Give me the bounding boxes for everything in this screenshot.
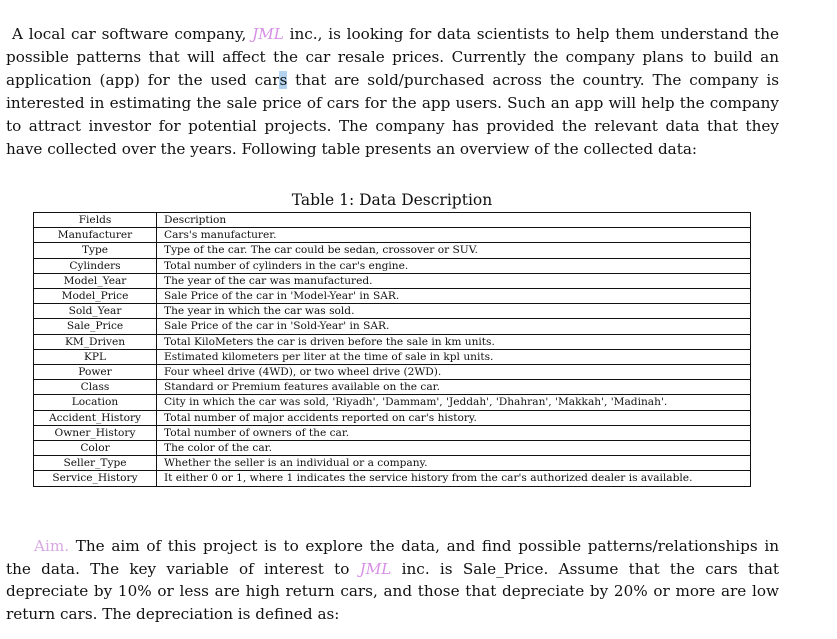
field-description: Sale Price of the car in 'Sold-Year' in SAR.: [157, 319, 751, 334]
field-description: The year in which the car was sold.: [157, 304, 751, 319]
brand-name: JML: [359, 559, 392, 578]
field-name: Manufacturer: [34, 228, 157, 243]
intro-paragraph: [6, 23, 779, 161]
field-name: KM_Driven: [34, 334, 157, 349]
table-row: [34, 304, 751, 319]
table-row: [34, 349, 751, 364]
table-row: [34, 243, 751, 258]
table-header-row: [34, 213, 751, 228]
intro-text-1: A local car software company,: [12, 25, 253, 43]
table-row: [34, 273, 751, 288]
header-fields: Fields: [34, 213, 157, 228]
field-name: Owner_History: [34, 425, 157, 440]
field-name: KPL: [34, 349, 157, 364]
table-row: [34, 334, 751, 349]
aim-paragraph: [6, 535, 779, 625]
table-row: [34, 319, 751, 334]
table-row: [34, 395, 751, 410]
field-name: Color: [34, 441, 157, 456]
field-description: Standard or Premium features available on the car.: [157, 380, 751, 395]
table-row: [34, 228, 751, 243]
field-description: Estimated kilometers per liter at the time of sale in kpl units.: [157, 349, 751, 364]
field-name: Model_Year: [34, 273, 157, 288]
field-description: Whether the seller is an individual or a company.: [157, 456, 751, 471]
field-description: The color of the car.: [157, 441, 751, 456]
field-description: The year of the car was manufactured.: [157, 273, 751, 288]
field-name: Class: [34, 380, 157, 395]
table-row: [34, 289, 751, 304]
table-row: [34, 365, 751, 380]
field-description: Total number of major accidents reported on car's history.: [157, 410, 751, 425]
data-description-table: [33, 212, 751, 487]
table-row: [34, 410, 751, 425]
field-name: Model_Price: [34, 289, 157, 304]
field-description: Total number of owners of the car.: [157, 425, 751, 440]
field-name: Type: [34, 243, 157, 258]
table-row: [34, 456, 751, 471]
table-row: [34, 425, 751, 440]
intro-text-3: that are sold/purchased across the country. The company is interested in estimating the sale price of cars for the app users. Such an app will help the company to attract investor for potential projects. The company has provided the relevant data that they have collected over the years. Following table presents an overview of the collected data:: [6, 71, 779, 158]
field-description: Type of the car. The car could be sedan, crossover or SUV.: [157, 243, 751, 258]
table-row: [34, 441, 751, 456]
field-description: It either 0 or 1, where 1 indicates the service history from the car's authorized dealer is available.: [157, 471, 751, 486]
field-name: Seller_Type: [34, 456, 157, 471]
field-description: Total KiloMeters the car is driven before the sale in km units.: [157, 334, 751, 349]
field-description: Sale Price of the car in 'Model-Year' in SAR.: [157, 289, 751, 304]
aim-label: Aim.: [34, 537, 70, 555]
aim-text-2: inc. is Sale_Price. Assume that the cars that depreciate by 10% or less are high return cars, and those that depreciate by 20% or more are low return cars. The depreciation is defined as:: [6, 559, 779, 623]
field-name: Sale_Price: [34, 319, 157, 334]
table-row: [34, 258, 751, 273]
table-row: [34, 471, 751, 486]
field-description: Total number of cylinders in the car's engine.: [157, 258, 751, 273]
field-name: Accident_History: [34, 410, 157, 425]
field-name: Cylinders: [34, 258, 157, 273]
brand-name: JML: [252, 25, 284, 43]
table-caption: Table 1: Data Description: [291, 191, 493, 209]
text-cursor-selection[interactable]: s: [279, 71, 288, 89]
intro-text-2: inc., is looking for data scientists to help them understand the possible patterns that will affect the car resale prices. Currently the company plans to build an application (app) for the used car: [6, 25, 779, 89]
table-row: [34, 380, 751, 395]
field-name: Power: [34, 365, 157, 380]
header-description: Description: [157, 213, 751, 228]
aim-text-1: The aim of this project is to explore the data, and find possible patterns/relationships in the data. The key variable of interest to: [6, 537, 779, 578]
field-description: City in which the car was sold, 'Riyadh', 'Dammam', 'Jeddah', 'Dhahran', 'Makkah', 'Madinah'.: [157, 395, 751, 410]
field-description: Cars's manufacturer.: [157, 228, 751, 243]
field-name: Sold_Year: [34, 304, 157, 319]
field-name: Location: [34, 395, 157, 410]
field-description: Four wheel drive (4WD), or two wheel drive (2WD).: [157, 365, 751, 380]
field-name: Service_History: [34, 471, 157, 486]
